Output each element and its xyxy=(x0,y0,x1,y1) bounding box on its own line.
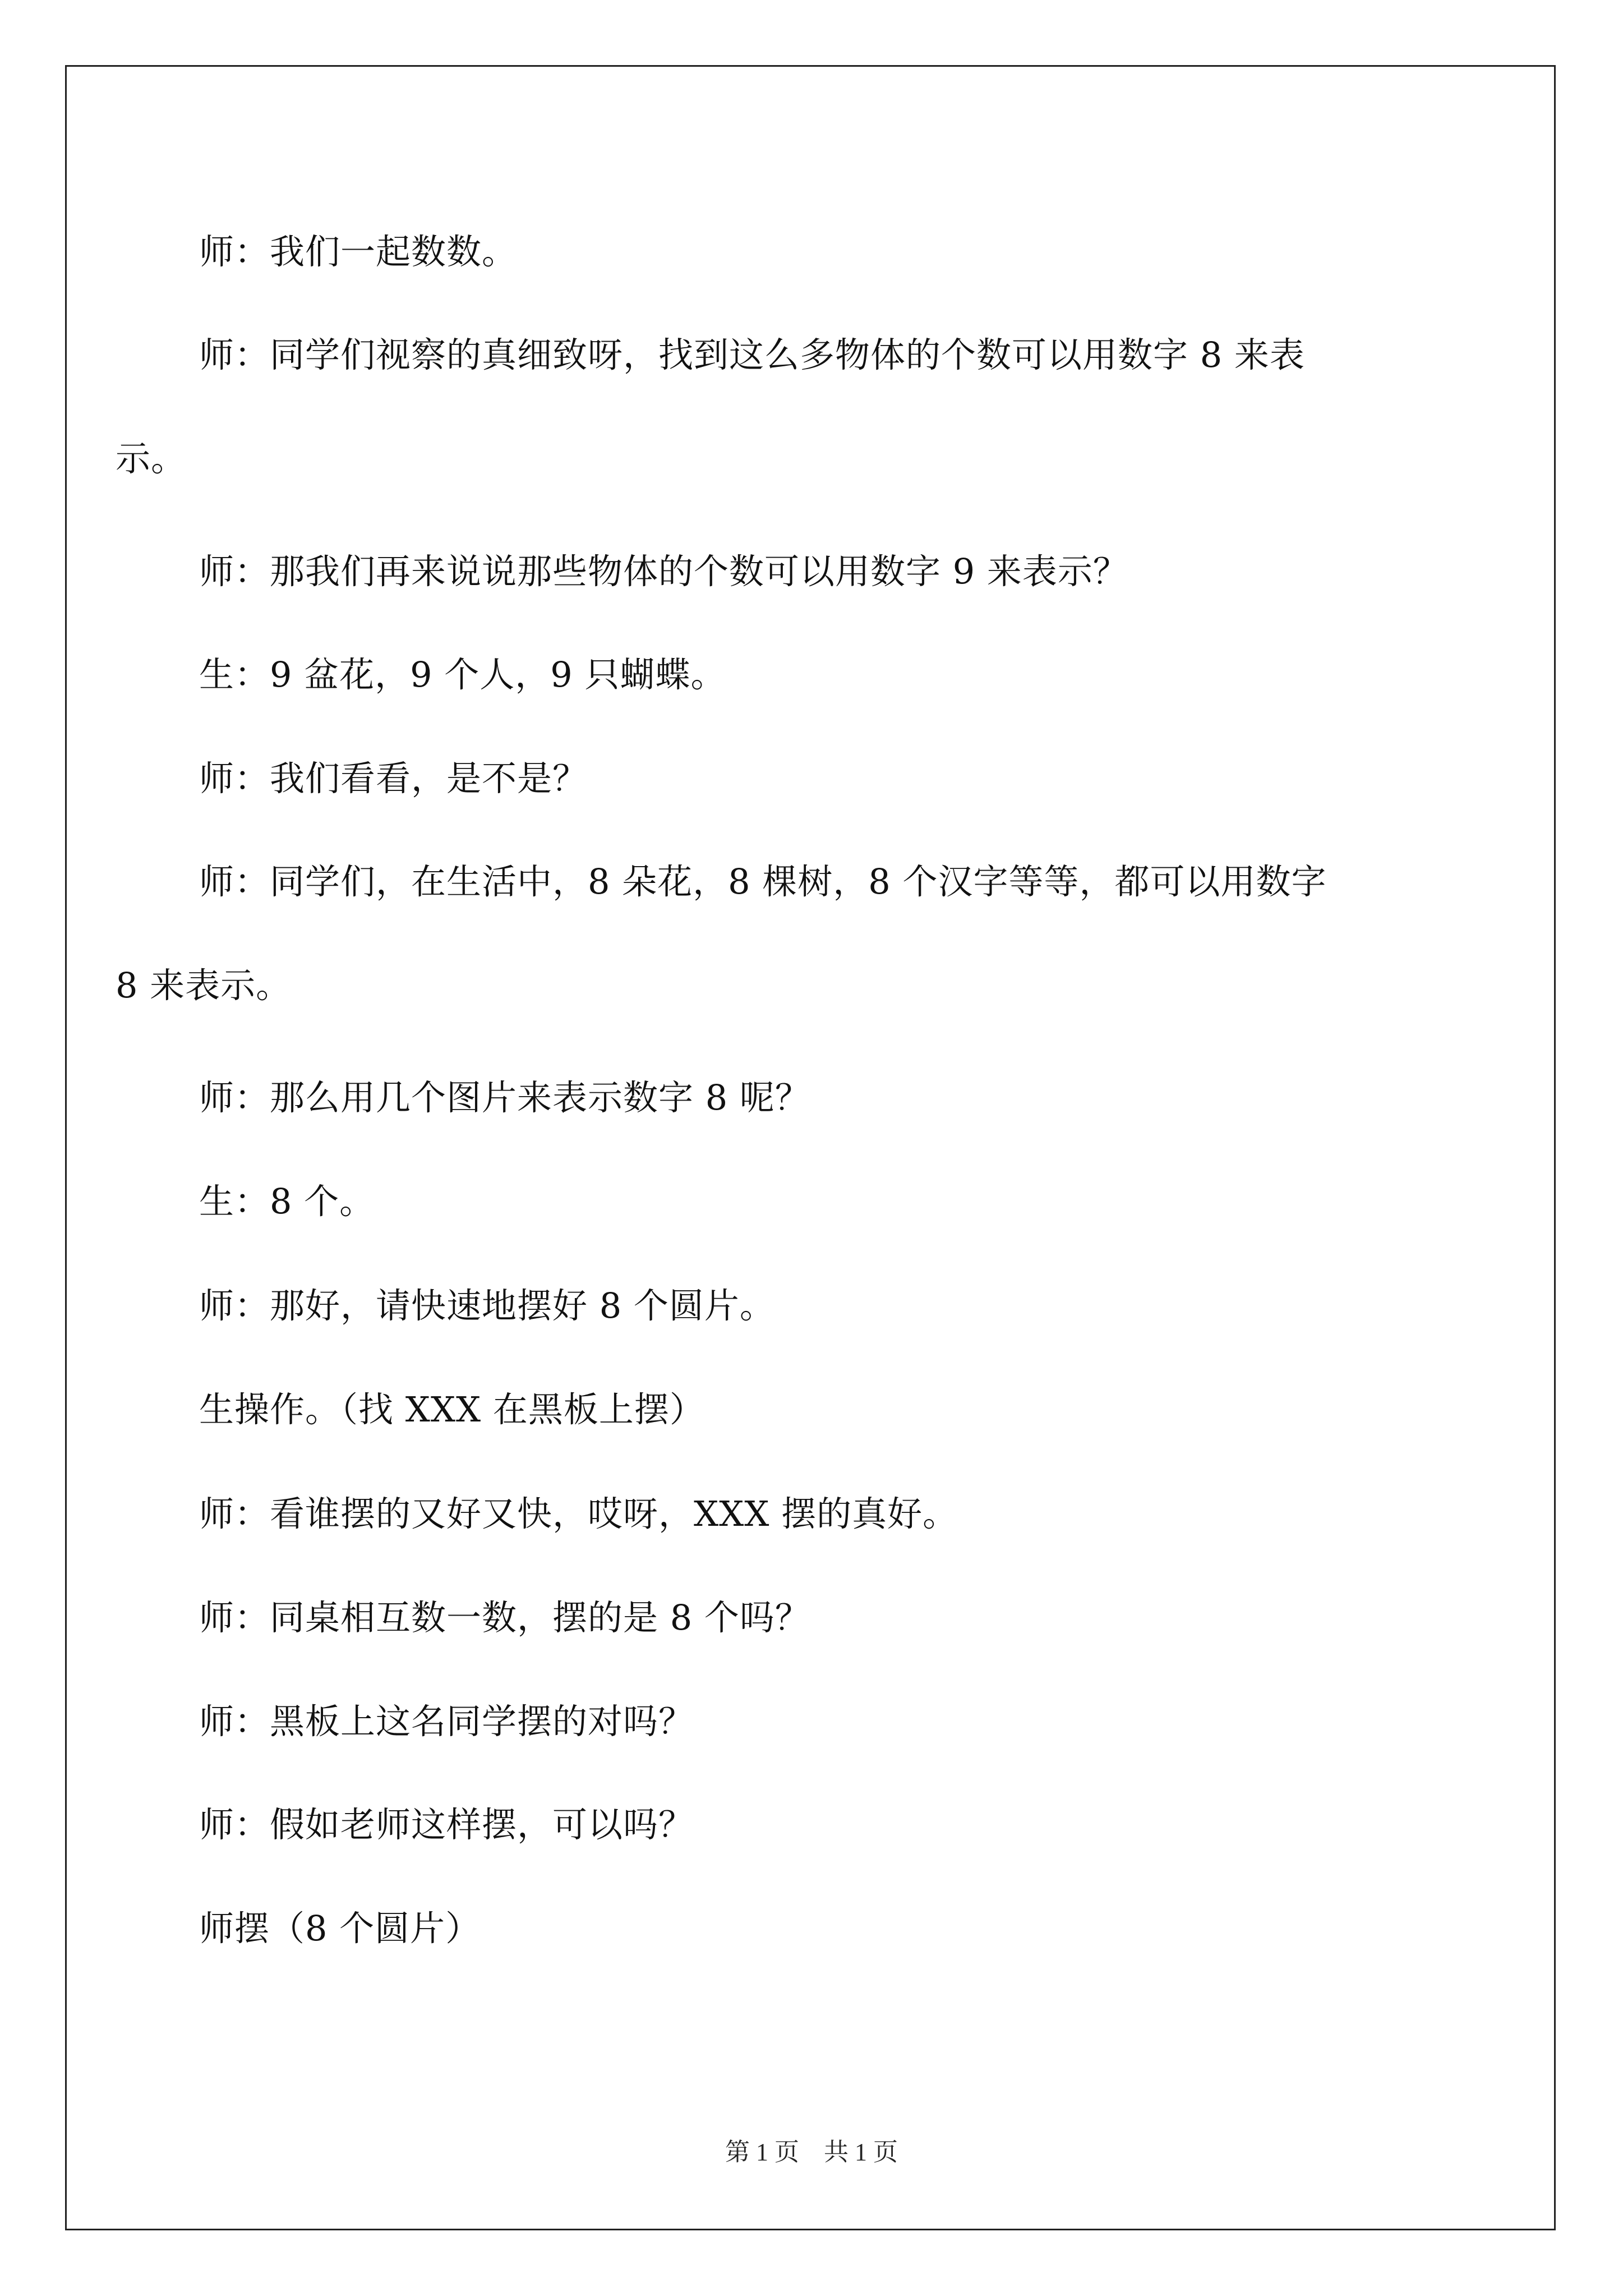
paragraph: 生操作。（找 XXX 在黑板上摆） xyxy=(199,1389,705,1430)
paragraph: 师：假如老师这样摆，可以吗？ xyxy=(199,1804,694,1845)
page-footer: 第 1 页 共 1 页 xyxy=(725,2138,898,2166)
paragraph: 师：同学们视察的真细致呀，找到这么多物体的个数可以用数字 8 来表示。 xyxy=(116,334,1305,479)
paragraph: 师：我们一起数数。 xyxy=(199,231,518,272)
paragraph: 生：8 个。 xyxy=(199,1181,375,1222)
paragraph: 师：同桌相互数一数，摆的是 8 个吗？ xyxy=(199,1597,810,1638)
paragraph: 师摆（8 个圆片） xyxy=(199,1908,481,1949)
paragraph: 师：同学们，在生活中，8 朵花，8 棵树，8 个汉字等等，都可以用数字 8 来表示。 xyxy=(116,861,1327,1006)
paragraph: 生：9 盆花，9 个人，9 只蝴蝶。 xyxy=(199,654,726,695)
paragraph: 师：黑板上这名同学摆的对吗？ xyxy=(199,1701,694,1742)
paragraph: 师：那好，请快速地摆好 8 个圆片。 xyxy=(199,1285,775,1326)
paragraph: 师：那么用几个图片来表示数字 8 呢？ xyxy=(199,1077,810,1118)
paragraph: 师：看谁摆的又好又快，哎呀，XXX 摆的真好。 xyxy=(199,1493,958,1534)
paragraph: 师：我们看看，是不是？ xyxy=(199,758,588,799)
paragraph: 师：那我们再来说说那些物体的个数可以用数字 9 来表示？ xyxy=(199,551,1128,592)
